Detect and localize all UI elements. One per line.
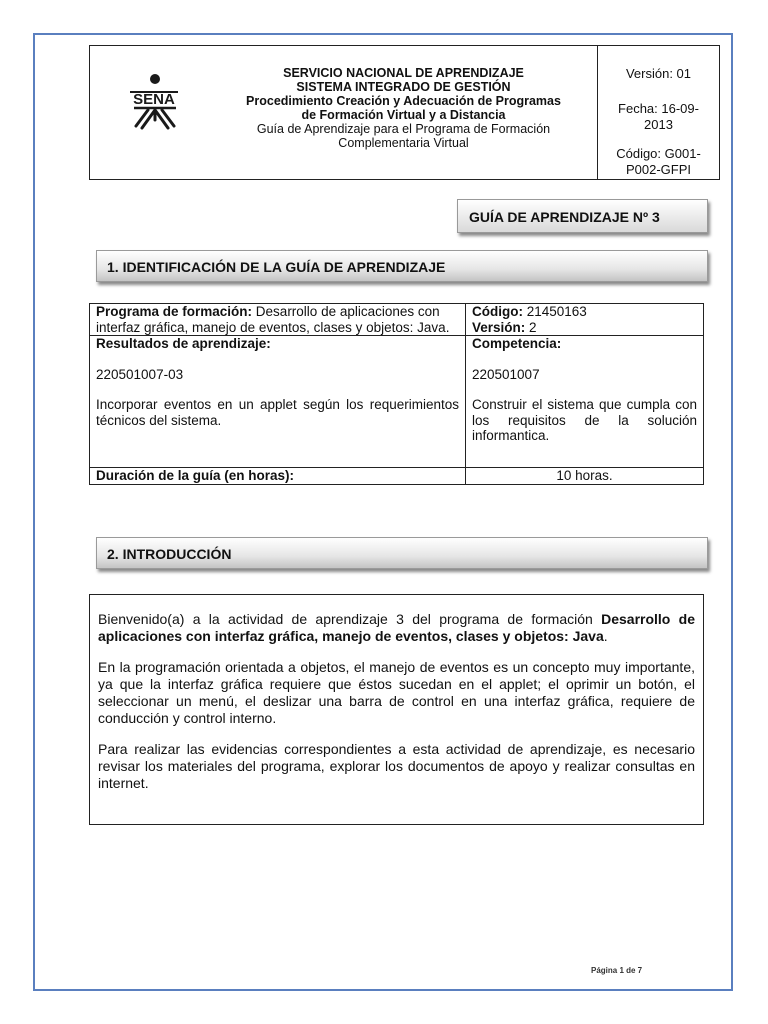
resultado-text: Incorporar eventos en un applet según los requerimientos técnicos del sistema. xyxy=(96,397,459,428)
title-line-6: Complementaria Virtual xyxy=(338,136,469,150)
intro-paragraph-3: Para realizar las evidencias correspondientes a esta actividad de aprendizaje, es necesario revisar los materiales del programa, explorar los documentos de apoyo y realizar consultas en internet. xyxy=(98,741,695,791)
title-line-4: de Formación Virtual y a Distancia xyxy=(301,108,506,122)
title-line-1: SERVICIO NACIONAL DE APRENDIZAJE xyxy=(283,66,524,80)
competencia-text: Construir el sistema que cumpla con los requisitos de la solución informantica. xyxy=(472,397,697,443)
intro-p1-end: . xyxy=(603,628,608,644)
title-line-3: Procedimiento Creación y Adecuación de Programas xyxy=(246,94,561,108)
fecha-text xyxy=(598,101,719,133)
svg-text:SENA: SENA xyxy=(133,91,175,108)
section-2-heading: 2. INTRODUCCIÓN xyxy=(96,537,708,569)
introduction-box xyxy=(89,594,704,825)
intro-p1-bold: Desarrollo de aplicaciones con interfaz gráfica, manejo de eventos, clases y objetos: Java xyxy=(98,611,695,644)
table-row xyxy=(90,336,704,468)
codigo-cell xyxy=(466,304,704,336)
table-row xyxy=(90,304,704,336)
programa-value: Desarrollo de aplicaciones con interfaz gráfica, manejo de eventos, clases y objetos: Java. xyxy=(96,304,450,335)
header-meta xyxy=(597,46,719,179)
document-header xyxy=(89,45,720,180)
competencia-cell xyxy=(466,336,704,468)
codigo-line-1: Código: G001- xyxy=(616,146,701,161)
intro-p1-text: Bienvenido(a) a la actividad de aprendizaje 3 del programa de formación xyxy=(98,611,602,627)
version-label: Versión: xyxy=(472,319,526,335)
identification-table xyxy=(89,303,704,485)
title-line-2: SISTEMA INTEGRADO DE GESTIÓN xyxy=(296,80,511,94)
duracion-label: Duración de la guía (en horas): xyxy=(90,468,466,485)
programa-label: Programa de formación: xyxy=(96,304,253,319)
table-row xyxy=(90,468,704,485)
resultado-code: 220501007-03 xyxy=(96,366,184,382)
codigo-label: Código: xyxy=(472,304,523,319)
section-1-heading: 1. IDENTIFICACIÓN DE LA GUÍA DE APRENDIZAJE xyxy=(96,250,708,282)
competencia-label: Competencia: xyxy=(472,336,562,351)
sena-logo-icon xyxy=(90,46,210,179)
title-line-5: Guía de Aprendizaje para el Programa de Formación xyxy=(256,122,551,136)
guide-number-label: GUÍA DE APRENDIZAJE Nº 3 xyxy=(457,199,708,233)
fecha-line-1: Fecha: 16-09- xyxy=(618,101,699,116)
codigo-line-2: P002-GFPI xyxy=(625,162,692,177)
version-text: Versión: 01 xyxy=(625,66,692,81)
duracion-value: 10 horas. xyxy=(466,468,704,485)
codigo-value: 21450163 xyxy=(522,304,587,319)
header-title xyxy=(210,46,597,179)
intro-paragraph-1 xyxy=(98,611,695,645)
intro-paragraph-2: En la programación orientada a objetos, el manejo de eventos es un concepto muy importante, ya que la interfaz gráfica requiere que éstos sucedan en el applet; el oprimir un botón, el seleccionar un menú, el deslizar una barra de control en una interfaz gráfica, requiere de conducción y control interno. xyxy=(98,659,695,726)
codigo-text xyxy=(598,146,719,178)
competencia-code: 220501007 xyxy=(472,366,540,382)
version-value: 2 xyxy=(525,319,537,335)
fecha-line-2: 2013 xyxy=(644,117,673,132)
programa-cell xyxy=(90,304,466,336)
sena-logo xyxy=(90,46,210,179)
resultados-label: Resultados de aprendizaje: xyxy=(96,336,271,351)
page-number: Página 1 de 7 xyxy=(591,966,643,975)
resultados-cell xyxy=(90,336,466,468)
